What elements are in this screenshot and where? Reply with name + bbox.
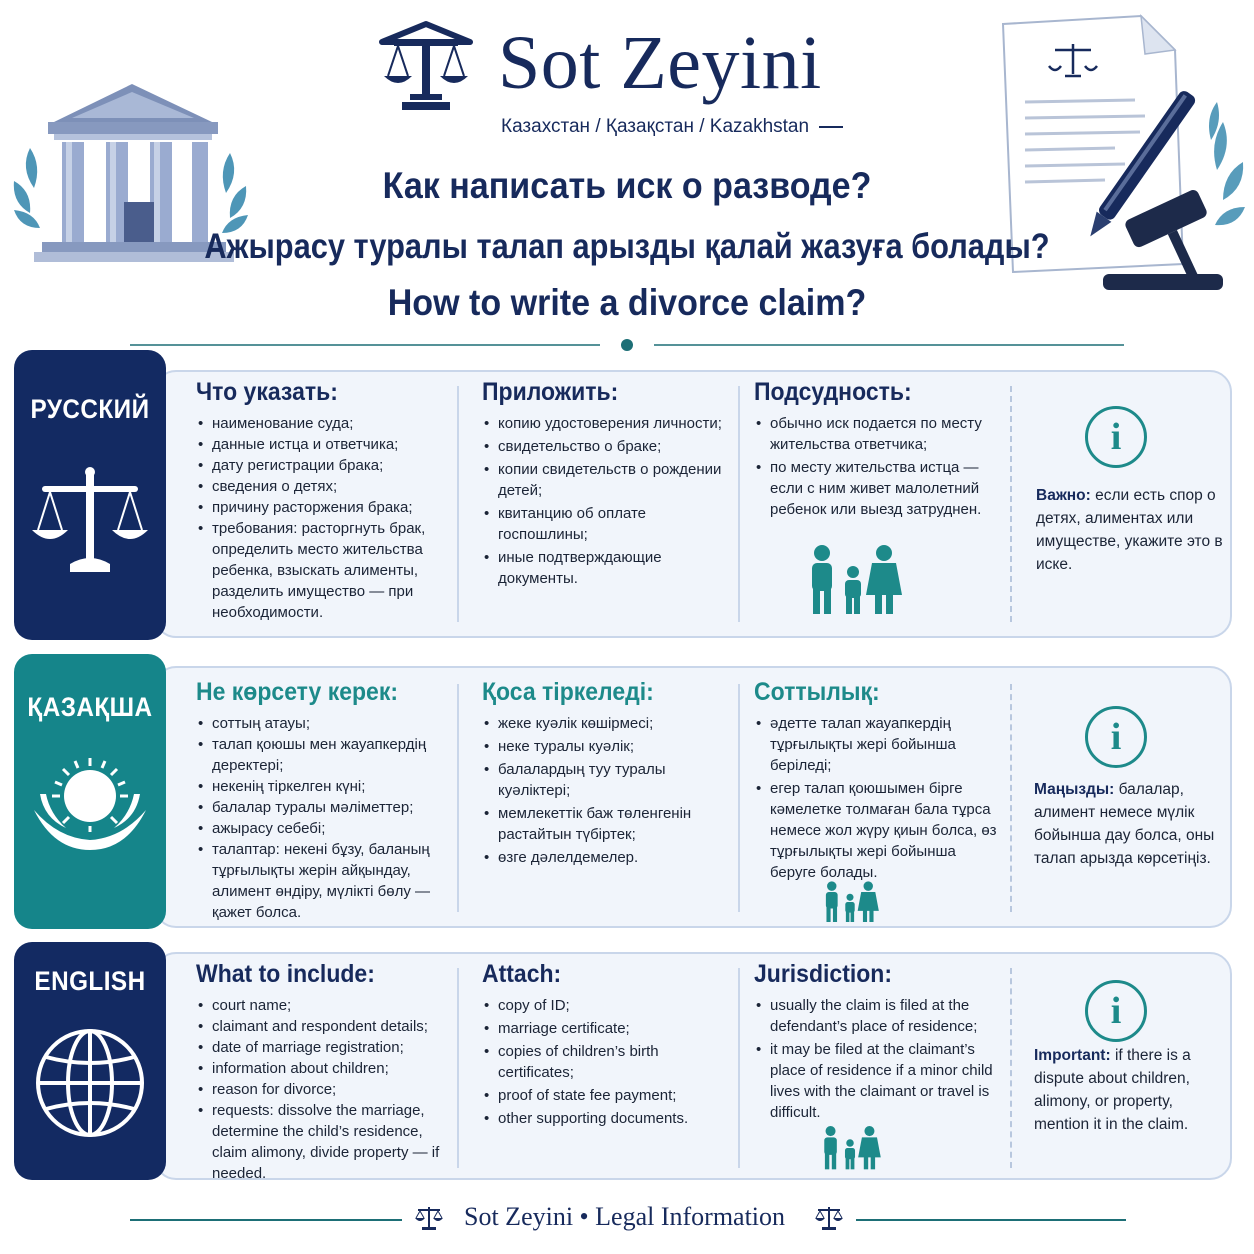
list-item: • причину расторжения брака; — [196, 497, 452, 518]
col-heading: Подсудность: — [754, 378, 912, 406]
col-heading: Қоса тіркеледі: — [482, 678, 654, 706]
col-heading: Attach: — [482, 960, 562, 988]
item-list — [754, 713, 998, 883]
footer — [0, 1200, 1254, 1240]
list-item: • other supporting documents. — [482, 1108, 732, 1129]
column-divider — [457, 968, 459, 1168]
column-divider — [1010, 684, 1012, 912]
list-item: • әдетте талап жауапкердің тұрғылықты жері бойынша беріледі; — [754, 713, 998, 776]
note-label: Маңызды: — [1034, 781, 1115, 798]
info-icon: i — [1085, 406, 1147, 468]
brand-logo — [376, 18, 876, 118]
list-item: • балалар туралы мәліметтер; — [196, 797, 452, 818]
list-item: • it may be filed at the claimant’s place of residence if a minor child lives with the claimant or travel is difficult. — [754, 1039, 994, 1123]
col-heading: Соттылық: — [754, 678, 880, 706]
list-item: • неке туралы куәлік; — [482, 736, 732, 757]
list-item: • соттың атауы; — [196, 713, 452, 734]
col-heading: Что указать: — [196, 378, 338, 406]
column-divider — [738, 386, 740, 622]
col-what-to-include — [196, 678, 452, 923]
list-item: • дату регистрации брака; — [196, 455, 452, 476]
family-icon — [820, 880, 880, 924]
list-item: • квитанцию об оплате госпошлины; — [482, 503, 732, 545]
list-item: • өзге дәлелдемелер. — [482, 847, 732, 868]
list-item: • талап қоюшы мен жауапкердің деректері; — [196, 734, 452, 776]
language-label-block — [14, 654, 166, 929]
list-item: • marriage certificate; — [482, 1018, 732, 1039]
footer-divider-right — [856, 1219, 1126, 1221]
language-label: РУССКИЙ — [30, 394, 150, 424]
list-item: • свидетельство о браке; — [482, 436, 732, 457]
col-heading: What to include: — [196, 960, 375, 988]
list-item: • требования: расторгнуть брак, определить место жительства ребенка, взыскать алименты, разделить имущество — при необходимости. — [196, 518, 452, 623]
language-label-block — [14, 942, 166, 1180]
list-item: • requests: dissolve the marriage, determine the child’s residence, claim alimony, divide property — if needed. — [196, 1100, 452, 1184]
list-item: • копию удостоверения личности; — [482, 413, 732, 434]
col-heading: Приложить: — [482, 378, 619, 406]
col-attach — [482, 960, 732, 1131]
list-item: • копии свидетельств о рождении детей; — [482, 459, 732, 501]
col-heading: Не көрсету керек: — [196, 678, 399, 706]
title-kazakh: Ажырасу туралы талап арызды қалай жазуға болады? — [204, 227, 1050, 266]
item-list — [482, 413, 732, 589]
list-item: • некенің тіркелген күні; — [196, 776, 452, 797]
col-attach — [482, 378, 732, 591]
section-english — [14, 942, 1232, 1182]
list-item: • иные подтверждающие документы. — [482, 547, 732, 589]
globe-icon — [30, 1022, 150, 1144]
scales-icon — [414, 1204, 444, 1232]
list-item: • reason for divorce; — [196, 1079, 452, 1100]
column-divider — [457, 386, 459, 622]
note-text: если есть спор о детях, алиментах или имуществе, укажите это в иске. — [1036, 487, 1223, 573]
note-text: балалар, алимент немесе мүлік бойынша дау болса, оны талап арызда көрсетіңіз. — [1034, 781, 1215, 867]
list-item: • егер талап қоюшымен бірге кәмелетке толмаған бала тұрса немесе жол жүру қиын болса, өз тұрғылықты жері бойынша беруге болады. — [754, 778, 998, 883]
section-kazakh — [14, 654, 1232, 929]
list-item: • court name; — [196, 995, 452, 1016]
sun-eagle-icon — [30, 750, 150, 870]
column-divider — [1010, 386, 1012, 622]
column-divider — [457, 684, 459, 912]
column-divider — [1010, 968, 1012, 1168]
list-item: • ажырасу себебі; — [196, 818, 452, 839]
title-russian: Как написать иск о разводе? — [382, 165, 872, 206]
country-subtitle — [501, 116, 843, 138]
col-jurisdiction — [754, 678, 998, 883]
column-divider — [738, 968, 740, 1168]
item-list — [196, 995, 452, 1184]
list-item: • information about children; — [196, 1058, 452, 1079]
list-item: • обычно иск подается по месту жительства ответчика; — [754, 413, 994, 455]
list-item: • данные истца и ответчика; — [196, 434, 452, 455]
language-label: ENGLISH — [34, 966, 146, 996]
item-list — [754, 995, 994, 1123]
list-item: • наименование суда; — [196, 413, 452, 434]
item-list — [482, 713, 732, 868]
language-label-block — [14, 350, 166, 640]
list-item: • copy of ID; — [482, 995, 732, 1016]
section-russian — [14, 350, 1232, 640]
col-attach — [482, 678, 732, 870]
family-icon — [818, 1124, 882, 1172]
info-icon: i — [1085, 980, 1147, 1042]
list-item: • по месту жительства истца — если с ним живет малолетний ребенок или выезд затруднен. — [754, 457, 994, 520]
important-note — [1034, 1044, 1224, 1136]
title-english: How to write a divorce claim? — [387, 282, 867, 323]
language-label: ҚАЗАҚША — [27, 692, 153, 722]
list-item: • copies of children’s birth certificates; — [482, 1041, 732, 1083]
scales-icon — [814, 1204, 844, 1232]
col-what-to-include — [196, 378, 452, 623]
important-note — [1034, 778, 1218, 870]
item-list — [196, 413, 452, 623]
scales-icon — [30, 460, 150, 580]
list-item: • сведения о детях; — [196, 476, 452, 497]
footer-divider-left — [130, 1219, 402, 1221]
list-item: • талаптар: некені бұзу, баланың тұрғылықты жерін айқындау, алимент өндіру, мүлікті бөлу — қажет болса. — [196, 839, 452, 923]
col-jurisdiction — [754, 960, 994, 1123]
country-text: Казахстан / Қазақстан / Kazakhstan — [501, 116, 810, 137]
note-label: Важно: — [1036, 487, 1091, 504]
subtitle-dash — [819, 126, 843, 128]
note-text: if there is a dispute about children, alimony, or property, mention it in the claim. — [1034, 1047, 1191, 1133]
list-item: • мемлекеттік баж төленгенін растайтын түбіртек; — [482, 803, 732, 845]
item-list — [482, 995, 732, 1129]
note-label: Important: — [1034, 1047, 1111, 1064]
list-item: • usually the claim is filed at the defendant’s place of residence; — [754, 995, 994, 1037]
col-what-to-include — [196, 960, 452, 1184]
family-icon — [802, 544, 904, 616]
col-heading: Jurisdiction: — [754, 960, 893, 988]
column-divider — [738, 684, 740, 912]
list-item: • date of marriage registration; — [196, 1037, 452, 1058]
list-item: • жеке куәлік көшірмесі; — [482, 713, 732, 734]
item-list — [196, 713, 452, 923]
footer-text: Sot Zeyini • Legal Information — [464, 1202, 786, 1231]
info-icon: i — [1085, 706, 1147, 768]
list-item: • proof of state fee payment; — [482, 1085, 732, 1106]
important-note — [1036, 484, 1230, 576]
item-list — [754, 413, 994, 520]
scales-logo-icon — [376, 20, 476, 114]
list-item: • claimant and respondent details; — [196, 1016, 452, 1037]
brand-name: Sot Zeyini — [498, 21, 822, 105]
col-jurisdiction — [754, 378, 994, 520]
list-item: • балалардың туу туралы куәліктері; — [482, 759, 732, 801]
